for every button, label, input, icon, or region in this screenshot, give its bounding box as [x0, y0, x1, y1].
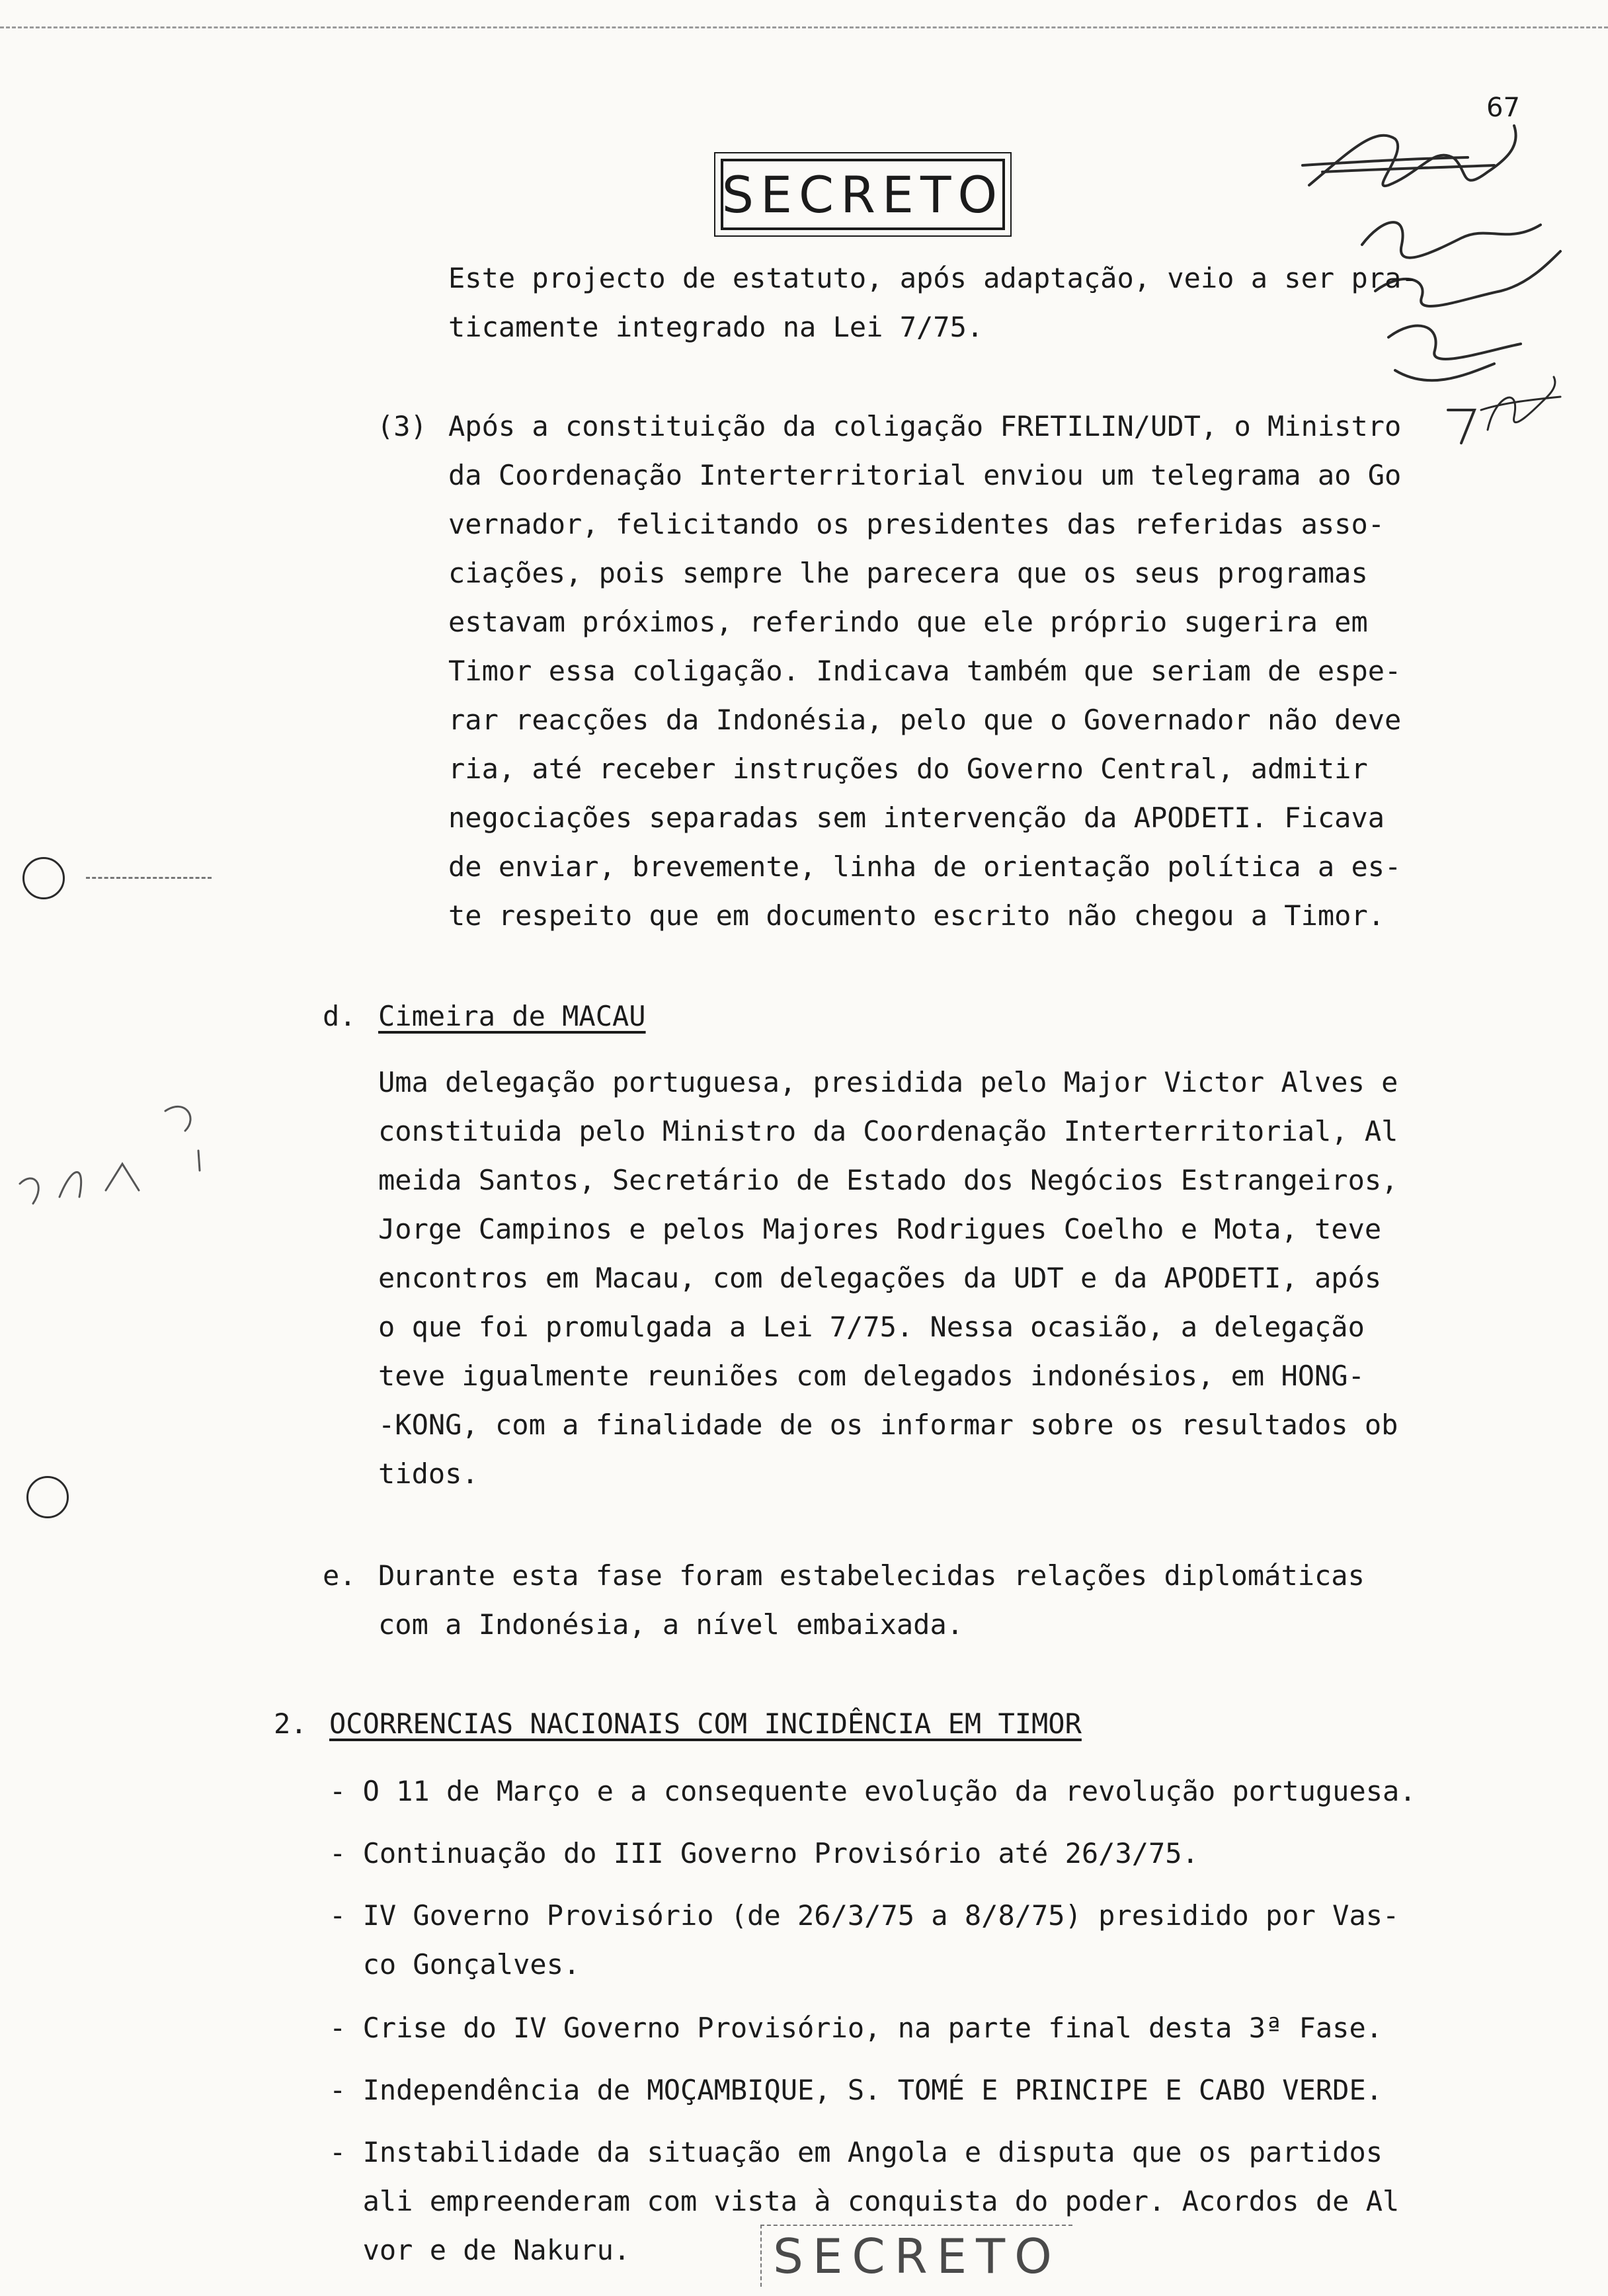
item-3-line: negociações separadas sem intervenção da APODETI. Ficava: [448, 801, 1385, 834]
section-d-line: tidos.: [378, 1457, 479, 1490]
section-d-line: constituida pelo Ministro da Coordenação Interterritorial, Al: [378, 1115, 1398, 1147]
intro-line: Este projecto de estatuto, após adaptação, veio a ser pra-: [448, 262, 1418, 294]
section-d-line: encontros em Macau, com delegações da UDT e da APODETI, após: [378, 1262, 1382, 1294]
handwritten-left-mark: [7, 1091, 205, 1223]
bullet-line: vor e de Nakuru.: [329, 2234, 631, 2266]
bullet-line: - Continuação do III Governo Provisório até 26/3/75.: [329, 1837, 1199, 1869]
item-3-line: ciações, pois sempre lhe parecera que os seus programas: [448, 557, 1368, 589]
section-2-marker: 2.: [274, 1707, 307, 1740]
bullet-line: ali empreenderam com vista à conquista do poder. Acordos de Al: [329, 2185, 1400, 2217]
punch-hole-top: [22, 857, 65, 899]
bullet-line: - Instabilidade da situação em Angola e disputa que os partidos: [329, 2136, 1383, 2168]
item-3-line: estavam próximos, referindo que ele próprio sugerira em: [448, 606, 1368, 638]
page-number: 67: [1486, 93, 1520, 123]
section-d-line: o que foi promulgada a Lei 7/75. Nessa ocasião, a delegação: [378, 1311, 1365, 1343]
section-d-marker: d.: [323, 1000, 356, 1032]
section-d-line: meida Santos, Secretário de Estado dos Negócios Estrangeiros,: [378, 1164, 1398, 1196]
handwritten-initials-margin: [1474, 370, 1567, 450]
item-3-line: vernador, felicitando os presidentes das referidas asso-: [448, 508, 1385, 540]
stamp-top-text: SECRETO: [721, 165, 1004, 224]
bullet-line: - Independência de MOÇAMBIQUE, S. TOMÉ E PRINCIPE E CABO VERDE.: [329, 2074, 1383, 2106]
secreto-stamp-bottom: [760, 2225, 1072, 2287]
section-e-line: com a Indonésia, a nível embaixada.: [378, 1608, 964, 1641]
item-3-line: te respeito que em documento escrito não chegou a Timor.: [448, 899, 1385, 932]
bullet-line: - O 11 de Março e a consequente evolução da revolução portuguesa.: [329, 1775, 1416, 1807]
section-d-line: Jorge Campinos e pelos Majores Rodrigues Coelho e Mota, teve: [378, 1213, 1382, 1245]
section-e-marker: e.: [323, 1559, 356, 1592]
section-e-line: Durante esta fase foram estabelecidas relações diplomáticas: [378, 1559, 1365, 1592]
section-d-line: Uma delegação portuguesa, presidida pelo Major Victor Alves e: [378, 1066, 1398, 1098]
top-scan-line: [0, 26, 1608, 28]
item-3-line: da Coordenação Interterritorial enviou um telegrama ao Go: [448, 459, 1402, 491]
item-3-line: Após a constituição da coligação FRETILIN/UDT, o Ministro: [448, 410, 1402, 442]
section-d-heading: Cimeira de MACAU: [378, 1000, 646, 1032]
bullet-line: - IV Governo Provisório (de 26/3/75 a 8/8/75) presidido por Vas-: [329, 1899, 1400, 1932]
punch-hole-bottom: [26, 1476, 69, 1518]
section-d-line: teve igualmente reuniões com delegados indonésios, em HONG-: [378, 1360, 1365, 1392]
section-d-line: -KONG, com a finalidade de os informar sobre os resultados ob: [378, 1409, 1398, 1441]
bullet-line: - Crise do IV Governo Provisório, na parte final desta 3ª Fase.: [329, 2012, 1383, 2044]
intro-line: ticamente integrado na Lei 7/75.: [448, 311, 984, 343]
item-3-line: de enviar, brevemente, linha de orientação política a es-: [448, 850, 1402, 883]
section-2-heading: OCORRENCIAS NACIONAIS COM INCIDÊNCIA EM TIMOR: [329, 1707, 1082, 1740]
item-3-line: rar reacções da Indonésia, pelo que o Governador não deve: [448, 704, 1402, 736]
item-3-line: Timor essa coligação. Indicava também que seriam de espe-: [448, 655, 1402, 687]
punch-hole-top-dash: [86, 877, 212, 879]
item-3-line: ria, até receber instruções do Governo Central, admitir: [448, 753, 1368, 785]
bullet-line: co Gonçalves.: [329, 1948, 581, 1981]
secreto-stamp-top: [721, 159, 1005, 230]
stamp-bottom-text: SECRETO: [773, 2229, 1061, 2284]
item-3-marker: (3): [377, 410, 427, 442]
